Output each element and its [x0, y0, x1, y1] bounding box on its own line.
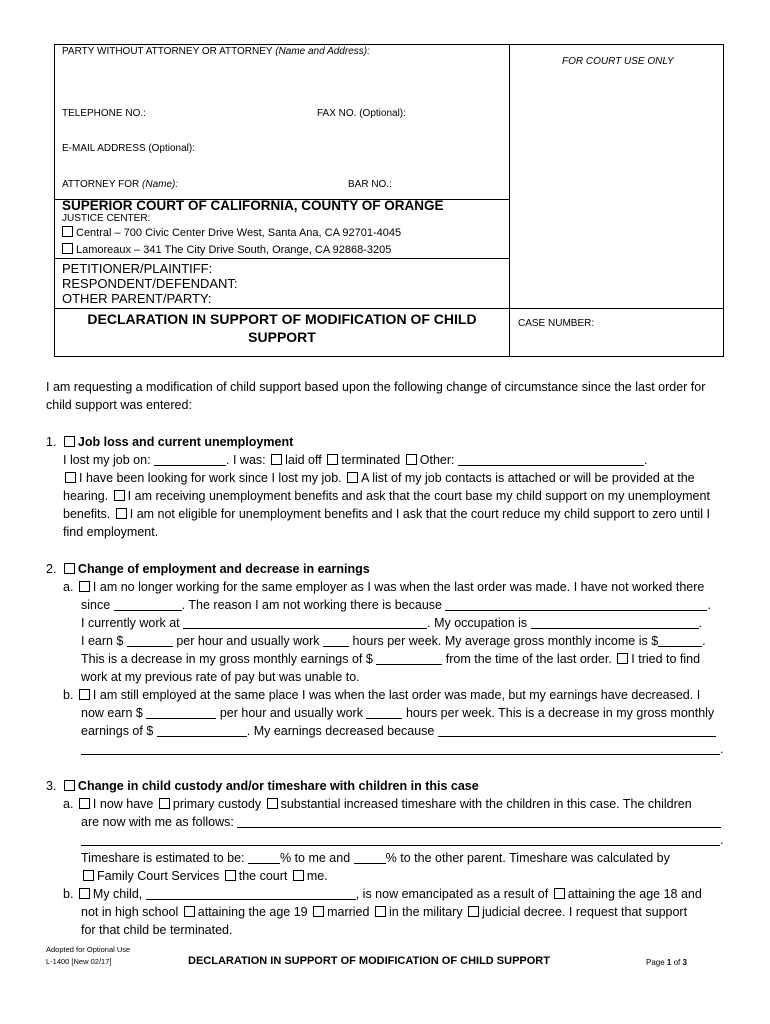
looking-for-work-label: I have been looking for work since I lost my job.: [79, 471, 342, 485]
attorney-for-label: [62, 179, 178, 190]
page-of: of: [671, 958, 683, 967]
section-2-heading: [46, 560, 370, 578]
monthly-income-label: hours per week. My average gross monthly income is $: [352, 634, 659, 648]
lamoreaux-checkbox[interactable]: [62, 243, 73, 254]
with-me-field[interactable]: [237, 815, 721, 828]
the-court-checkbox[interactable]: [225, 870, 236, 881]
decrease-text-b: hours per week. This is a decrease in my gross monthly: [405, 706, 715, 720]
not-eligible-label: I am not eligible for unemployment benefits and I ask that the court reduce my child support to zero until I: [129, 507, 710, 521]
item-3b-label: b.: [63, 887, 74, 901]
caption-rule: [54, 308, 724, 309]
court-use-text: FOR COURT USE ONLY: [562, 56, 674, 67]
page-total: 3: [682, 958, 687, 967]
s3a-line-1: [63, 795, 692, 813]
married-checkbox[interactable]: [313, 906, 324, 917]
s2b-line-2: [81, 704, 714, 722]
court-use-label: [562, 56, 674, 67]
to-other-label: % to the other parent. Timeshare was calculated by: [385, 851, 670, 865]
timeshare-label: Timeshare is estimated to be:: [81, 851, 245, 865]
central-text: Central – 700 Civic Center Drive West, Santa Ana, CA 92701-4045: [76, 227, 402, 239]
fax-label: FAX NO. (Optional):: [317, 108, 406, 119]
central-option[interactable]: [60, 226, 401, 239]
age-18-label: attaining the age 18 and: [567, 887, 702, 901]
item-2a-text: I am no longer working for the same employer as I was when the last order was made. I have not worked there: [92, 580, 705, 594]
section-3-checkbox[interactable]: [64, 780, 75, 791]
court-name: SUPERIOR COURT OF CALIFORNIA, COUNTY OF ORANGE: [62, 198, 444, 213]
not-in-hs-label: not in high school: [81, 905, 179, 919]
s3b-line-1: [63, 885, 702, 903]
s3a-line-3: .: [81, 831, 723, 849]
s2b-line-3: [81, 722, 716, 740]
age-19-checkbox[interactable]: [184, 906, 195, 917]
item-3a-label: a.: [63, 797, 74, 811]
party-italic: (Name and Address):: [275, 46, 370, 57]
terminated-label: terminated: [341, 453, 401, 467]
primary-custody-checkbox[interactable]: [159, 798, 170, 809]
timeshare-other-field[interactable]: [354, 851, 386, 864]
job-contacts-checkbox[interactable]: [347, 472, 358, 483]
age-19-label: attaining the age 19: [197, 905, 308, 919]
telephone-label: TELEPHONE NO.:: [62, 108, 146, 119]
parties-block: [62, 261, 238, 306]
decrease-field[interactable]: [376, 652, 442, 665]
terminated-checkbox[interactable]: [327, 454, 338, 465]
with-me-label: are now with me as follows:: [81, 815, 234, 829]
attorney-for-text: ATTORNEY FOR: [62, 179, 140, 190]
adopted-text: Adopted for Optional Use: [46, 945, 131, 954]
case-number-label: CASE NUMBER:: [518, 318, 595, 329]
occupation-field[interactable]: [531, 616, 699, 629]
s3a-line-5: [81, 867, 328, 885]
laid-off-label: laid off: [285, 453, 322, 467]
military-label: in the military: [388, 905, 463, 919]
item-3a-checkbox[interactable]: [79, 798, 90, 809]
last-order-label: from the time of the last order.: [445, 652, 612, 666]
footer-title: DECLARATION IN SUPPORT OF MODIFICATION OF CHILD SUPPORT: [188, 955, 550, 967]
emancipated-label: , is now emancipated as a result of: [355, 887, 549, 901]
reason-label: . The reason I am not working there is because: [181, 598, 442, 612]
married-label: married: [327, 905, 370, 919]
i-was-label: . I was:: [226, 453, 266, 467]
lamoreaux-option[interactable]: [60, 243, 391, 256]
receiving-benefits-checkbox[interactable]: [114, 490, 125, 501]
section-3-number: 3.: [46, 779, 57, 793]
s3a-line-4: [81, 849, 670, 867]
fcs-checkbox[interactable]: [83, 870, 94, 881]
age-18-checkbox[interactable]: [554, 888, 565, 899]
item-2a-label: a.: [63, 580, 74, 594]
page-indicator: [646, 958, 687, 967]
footer-left: [46, 944, 130, 968]
judicial-decree-checkbox[interactable]: [468, 906, 479, 917]
decrease-label: This is a decrease in my gross monthly earnings of $: [81, 652, 373, 666]
job-contacts-label: A list of my job contacts is attached or will be provided at the: [361, 471, 695, 485]
hourly-rate-field[interactable]: [127, 634, 173, 647]
s1-line-4: [63, 505, 710, 523]
s2b-line-1: [63, 686, 700, 704]
section-1-number: 1.: [46, 435, 57, 449]
central-checkbox[interactable]: [62, 226, 73, 237]
s3a-line-2: [81, 813, 721, 831]
earnings-of-label: earnings of $: [81, 724, 154, 738]
section-1-heading: [46, 433, 293, 451]
attorney-for-italic: (Name):: [142, 179, 179, 190]
page-prefix: Page: [646, 958, 667, 967]
earn-label: I earn $: [81, 634, 124, 648]
now-earn-label: now earn $: [81, 706, 143, 720]
s3b-line-3: for that child be terminated.: [81, 923, 233, 937]
item-3b-checkbox[interactable]: [79, 888, 90, 899]
section-3-heading: [46, 777, 479, 795]
since-label: since: [81, 598, 111, 612]
section-1-title: Job loss and current unemployment: [77, 435, 294, 449]
decreased-because-field-2[interactable]: [81, 742, 720, 755]
decreased-because-field[interactable]: [438, 724, 716, 737]
receiving-benefits-label: I am receiving unemployment benefits and ask that the court base my child support on my unemployment: [127, 489, 710, 503]
respondent-label: RESPONDENT/DEFENDANT:: [62, 276, 238, 291]
other-label: Other:: [419, 453, 455, 467]
s1-line-3: [63, 487, 710, 505]
not-eligible-checkbox[interactable]: [116, 508, 127, 519]
document-title: [54, 310, 510, 346]
item-2b-checkbox[interactable]: [79, 689, 90, 700]
form-number: L-1400 [New 02/17]: [46, 957, 112, 966]
email-label: E-MAIL ADDRESS (Optional):: [62, 143, 196, 154]
to-me-label: % to me and: [279, 851, 351, 865]
justice-center-label: JUSTICE CENTER:: [62, 213, 151, 224]
since-field[interactable]: [114, 598, 182, 611]
party-text: PARTY WITHOUT ATTORNEY OR ATTORNEY: [62, 46, 273, 57]
intro-line-2: child support was entered:: [46, 398, 192, 412]
primary-custody-label: primary custody: [172, 797, 262, 811]
hours-field[interactable]: [323, 634, 349, 647]
now-have-label: I now have: [92, 797, 154, 811]
other-checkbox[interactable]: [406, 454, 417, 465]
s2a-line-2: since . The reason I am not working there is because .: [81, 598, 711, 612]
s2a-line-1: [63, 578, 704, 596]
section-3-title: Change in child custody and/or timeshare with children in this case: [77, 779, 479, 793]
bar-no-label: BAR NO.:: [348, 179, 392, 190]
reason-field[interactable]: [445, 598, 707, 611]
my-child-label: My child,: [92, 887, 143, 901]
lost-job-label: I lost my job on:: [63, 453, 151, 467]
s1-line-5: find employment.: [63, 525, 159, 539]
decreased-because-label: . My earnings decreased because: [246, 724, 435, 738]
other-party-label: OTHER PARENT/PARTY:: [62, 291, 212, 306]
the-court-label: the court: [238, 869, 288, 883]
item-2a-checkbox[interactable]: [79, 581, 90, 592]
tried-to-find-label: I tried to find: [631, 652, 701, 666]
s2a-line-3: I currently work at . My occupation is .: [81, 616, 703, 630]
with-me-field-2[interactable]: [81, 833, 720, 846]
s1-line-1: I lost my job on: . I was: laid off terminated Other: .: [63, 453, 648, 467]
tried-to-find-checkbox[interactable]: [617, 653, 628, 664]
title-line-2: SUPPORT: [248, 329, 316, 345]
s1-line-2: [63, 469, 695, 487]
monthly-income-field[interactable]: [658, 634, 702, 647]
hours-field-b[interactable]: [366, 706, 402, 719]
work-at-field[interactable]: [183, 616, 427, 629]
me-label: me.: [306, 869, 328, 883]
fcs-label: Family Court Services: [97, 869, 220, 883]
timeshare-me-field[interactable]: [248, 851, 280, 864]
title-line-1: DECLARATION IN SUPPORT OF MODIFICATION OF CHILD: [87, 311, 477, 327]
s3b-line-2: [81, 903, 687, 921]
petitioner-label: PETITIONER/PLAINTIFF:: [62, 261, 213, 276]
party-label: [62, 46, 370, 57]
judicial-decree-label: judicial decree. I request that support: [482, 905, 688, 919]
increased-timeshare-checkbox[interactable]: [267, 798, 278, 809]
item-2b-label: b.: [63, 688, 74, 702]
looking-for-work-checkbox[interactable]: [65, 472, 76, 483]
work-at-label: I currently work at: [81, 616, 180, 630]
child-name-field[interactable]: [146, 887, 356, 900]
usually-work-label: per hour and usually work: [176, 634, 320, 648]
s2a-line-5: [81, 650, 700, 668]
now-earn-field[interactable]: [146, 706, 216, 719]
caption-rule: [54, 258, 510, 259]
s2a-line-4: I earn $ per hour and usually work hours per week. My average gross monthly income is $ .: [81, 634, 706, 648]
lamoreaux-text: Lamoreaux – 341 The City Drive South, Orange, CA 92868-3205: [76, 244, 392, 256]
earnings-of-field[interactable]: [157, 724, 247, 737]
military-checkbox[interactable]: [375, 906, 386, 917]
other-field[interactable]: [458, 453, 644, 466]
section-2-checkbox[interactable]: [64, 563, 75, 574]
s2a-line-6: work at my previous rate of pay but was unable to.: [81, 670, 360, 684]
me-checkbox[interactable]: [293, 870, 304, 881]
section-2-title: Change of employment and decrease in earnings: [77, 562, 370, 576]
section-2-number: 2.: [46, 562, 57, 576]
section-1-checkbox[interactable]: [64, 436, 75, 447]
occupation-label: . My occupation is: [427, 616, 528, 630]
page-number: 1: [666, 958, 672, 967]
lost-job-date-field[interactable]: [154, 453, 226, 466]
increased-timeshare-label: substantial increased timeshare with the children in this case. The children: [280, 797, 692, 811]
usually-work-label-b: per hour and usually work: [219, 706, 363, 720]
hearing-text: hearing.: [63, 489, 109, 503]
laid-off-checkbox[interactable]: [271, 454, 282, 465]
item-2b-text: I am still employed at the same place I was when the last order was made, but my earnings have decreased. I: [92, 688, 701, 702]
s2b-line-4: .: [81, 740, 723, 758]
benefits-text: benefits.: [63, 507, 111, 521]
intro-line-1: I am requesting a modification of child support based upon the following change of circumstance since the last order for: [46, 380, 706, 394]
